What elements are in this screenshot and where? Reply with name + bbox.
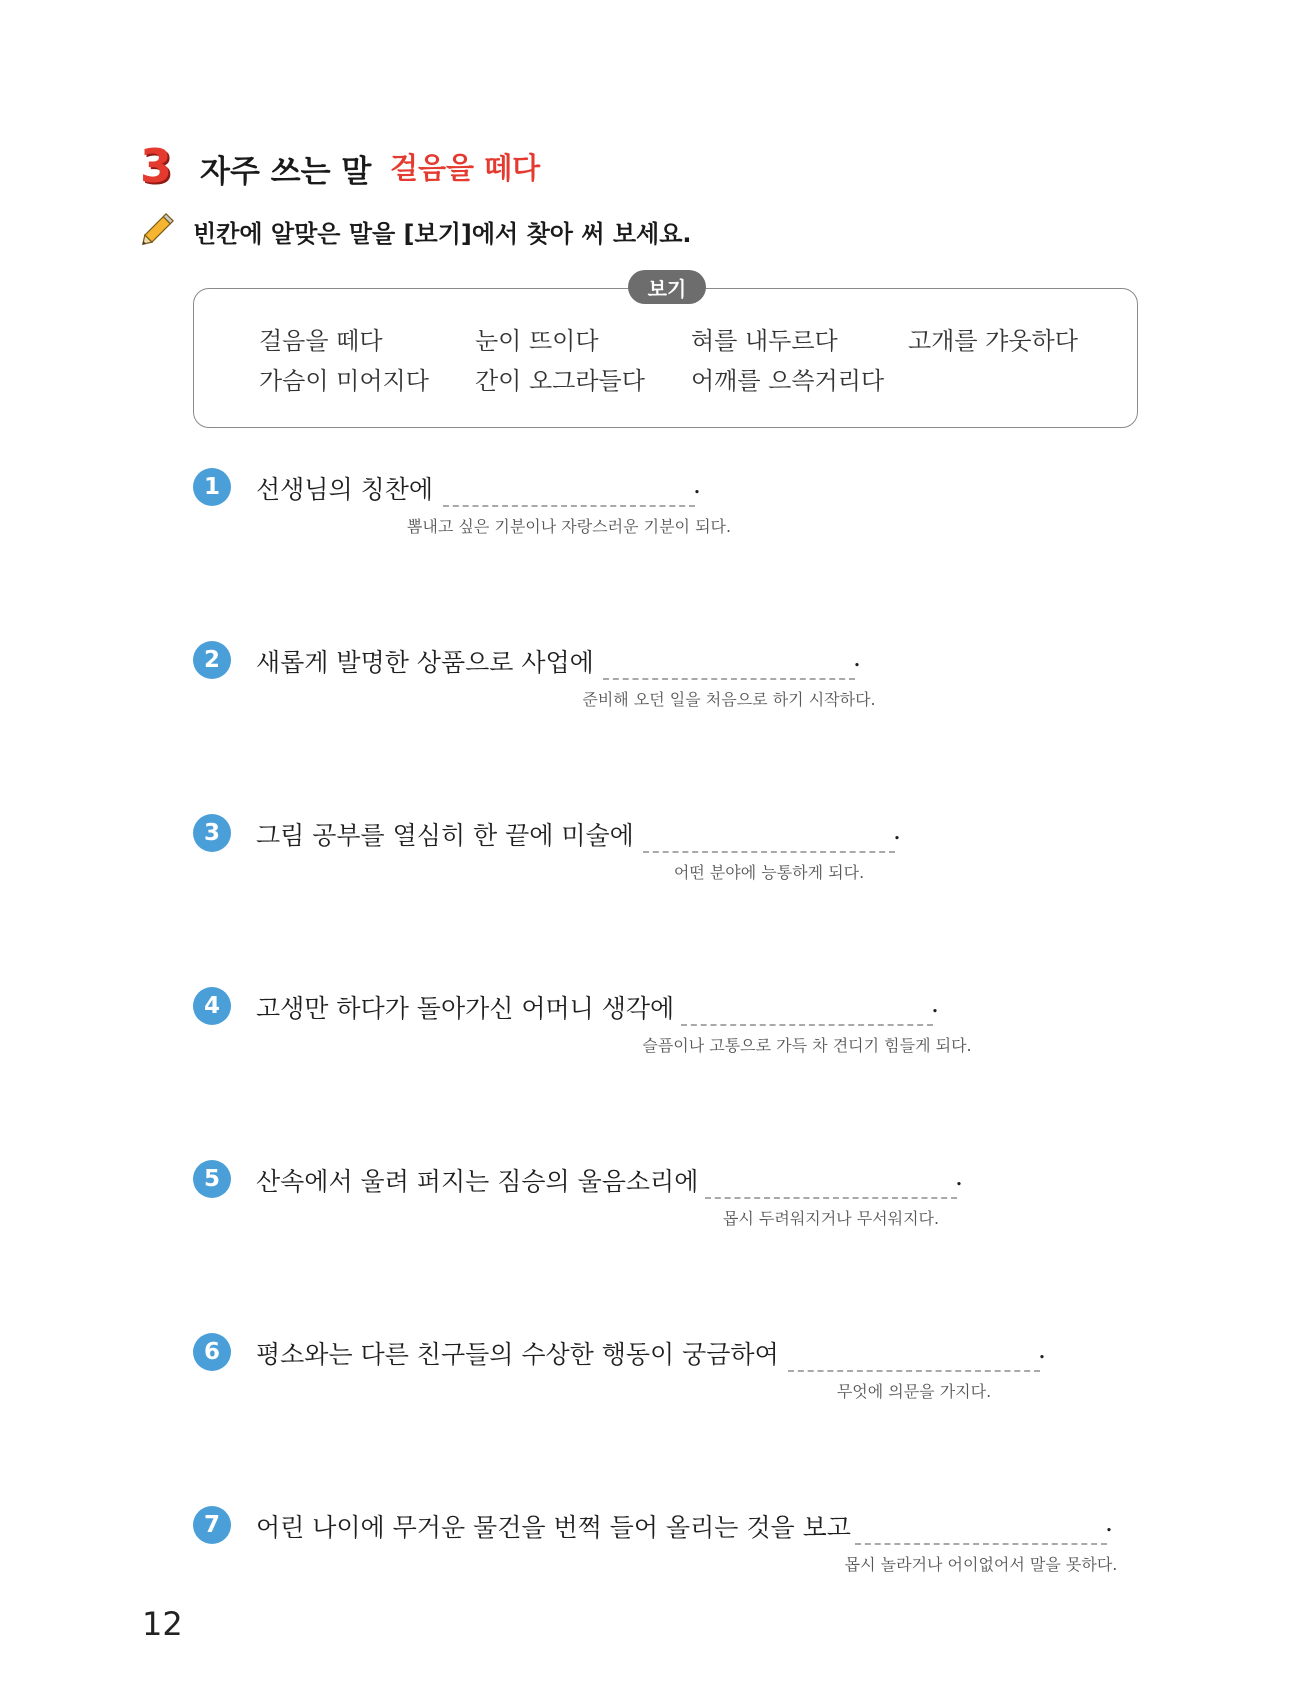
example-word: 걸음을 떼다: [259, 327, 383, 355]
question-item: [193, 814, 1193, 904]
question-hint: 무엇에 의문을 가지다.: [836, 1382, 992, 1401]
section-number: 3: [140, 139, 173, 193]
question-text: 산속에서 울려 퍼지는 짐승의 울음소리에: [256, 1167, 699, 1196]
section-header: [140, 139, 541, 193]
answer-blank[interactable]: [788, 1370, 1040, 1372]
answer-blank[interactable]: [603, 678, 855, 680]
question-number: 6: [193, 1333, 231, 1371]
page-number: 12: [142, 1605, 183, 1643]
question-hint: 뽐내고 싶은 기분이나 자랑스러운 기분이 되다.: [406, 517, 732, 536]
question-item: [193, 987, 1193, 1077]
answer-blank[interactable]: [643, 851, 895, 853]
question-text: 어린 나이에 무거운 물건을 번쩍 들어 올리는 것을 보고: [256, 1513, 851, 1542]
question-hint: 준비해 오던 일을 처음으로 하기 시작하다.: [582, 690, 876, 709]
section-title: 자주 쓰는 말: [200, 154, 372, 190]
question-period: .: [1105, 1508, 1113, 1537]
question-text: 새롭게 발명한 상품으로 사업에: [256, 648, 594, 677]
question-number: 4: [193, 987, 231, 1025]
question-number: 7: [193, 1506, 231, 1544]
question-text: 선생님의 칭찬에: [256, 475, 433, 504]
question-period: .: [693, 470, 701, 499]
question-period: .: [931, 989, 939, 1018]
question-hint: 몹시 놀라거나 어이없어서 말을 못하다.: [844, 1555, 1118, 1574]
example-word: 고개를 갸웃하다: [908, 327, 1078, 355]
question-item: [193, 641, 1193, 731]
question-hint: 몹시 두려워지거나 무서워지다.: [722, 1209, 940, 1228]
question-hint: 어떤 분야에 능통하게 되다.: [673, 863, 865, 882]
section-subtitle: 걸음을 떼다: [390, 151, 541, 185]
question-item: [193, 1160, 1193, 1250]
example-word: 어깨를 으쓱거리다: [691, 367, 885, 395]
question-hint: 슬픔이나 고통으로 가득 차 견디기 힘들게 되다.: [642, 1036, 972, 1055]
question-period: .: [893, 816, 901, 845]
example-word: 가슴이 미어지다: [259, 367, 429, 395]
question-period: .: [1038, 1335, 1046, 1364]
question-item: [193, 468, 1193, 558]
question-text: 평소와는 다른 친구들의 수상한 행동이 궁금하여: [256, 1340, 779, 1369]
question-period: .: [853, 643, 861, 672]
example-box: [193, 288, 1138, 428]
question-number: 2: [193, 641, 231, 679]
answer-blank[interactable]: [681, 1024, 933, 1026]
answer-blank[interactable]: [443, 505, 695, 507]
example-word: 눈이 뜨이다: [475, 327, 599, 355]
example-word: 혀를 내두르다: [691, 327, 838, 355]
example-word: 간이 오그라들다: [475, 367, 645, 395]
example-box-label: 보기: [628, 270, 706, 304]
instruction-text: 빈칸에 알맞은 말을 [보기]에서 찾아 써 보세요.: [193, 220, 692, 248]
answer-blank[interactable]: [855, 1543, 1107, 1545]
question-text: 그림 공부를 열심히 한 끝에 미술에: [256, 821, 634, 850]
question-text: 고생만 하다가 돌아가신 어머니 생각에: [256, 994, 675, 1023]
question-number: 5: [193, 1160, 231, 1198]
question-number: 1: [193, 468, 231, 506]
question-period: .: [955, 1162, 963, 1191]
question-number: 3: [193, 814, 231, 852]
pencil-icon: [140, 208, 178, 248]
question-item: [193, 1506, 1193, 1596]
question-item: [193, 1333, 1193, 1423]
answer-blank[interactable]: [705, 1197, 957, 1199]
